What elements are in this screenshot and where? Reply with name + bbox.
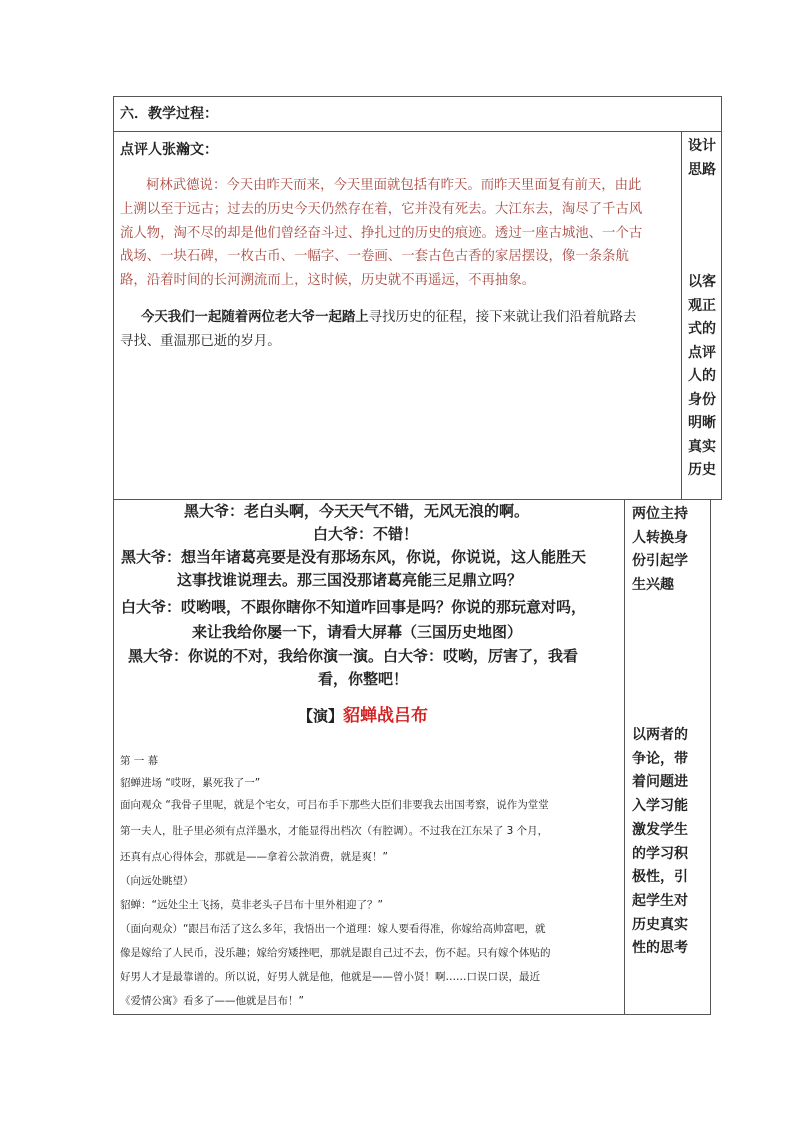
design-note-debate: 以两者的 争论，带 着问题进 入学习能 激发学生 的学习积 极性，引 起学生对 历史真实 性的思考 (632, 727, 688, 957)
intro-paragraph (120, 306, 636, 354)
section-heading-box (113, 96, 722, 132)
design-note-objective: 以客 观正 式的 点评 人的 身份 明晰 真实 历史 (688, 274, 716, 478)
dialogue-line: 白大爷：不错！ (313, 525, 419, 543)
script-line: （向远处眺望） (120, 875, 194, 887)
script-line: 还真有点心得体会，那就是——拿着公款消费，就是爽！” (120, 851, 388, 863)
intro-bold-text: 今天我们一起随着两位老大爷一起踏上 (141, 310, 369, 325)
commentary-box (113, 131, 682, 500)
dialogue-line: 这事找谁说理去。那三国没那诸葛亮能三足鼎立吗？ (177, 571, 523, 589)
dialogue-line: 黑大爷：老白头啊，今天天气不错，无风无浪的啊。 (184, 502, 530, 520)
dialogue-line: 来让我给你屡一下，请看大屏幕（三国历史地图） (192, 623, 523, 641)
script-line: 貂蝉进场 “哎呀，累死我了一” (120, 777, 261, 789)
quote-line: 柯林武德说：今天由昨天而来，今天里面就包括有昨天。而昨天里面复有前天，由此 (146, 178, 642, 193)
lower-notes-box (624, 499, 711, 1015)
quote-line: 路，沿着时间的长河溯流而上，这时候，历史就不再遥远，不再抽象。 (120, 273, 536, 289)
section-heading: 六．教学过程： (120, 106, 218, 122)
act-title: 貂蝉战吕布 (343, 706, 429, 726)
dialogue-line: 看，你整吧！ (318, 670, 409, 688)
script-line: 第 一 幕 (120, 755, 159, 767)
dialogue-line: 黑大爷：想当年诸葛亮要是没有那场东风，你说，你说说，这人能胜天 (121, 548, 587, 566)
dialogue-line: 黑大爷：你说的不对，我给你演一演。白大爷：哎哟，厉害了，我看 (128, 647, 579, 665)
act-bracket: 【演】 (298, 707, 344, 725)
quote-line: 战场、一块石碑，一枚古币、一幅字、一卷画、一套古色古香的家居摆设，像一条条航 (120, 249, 629, 265)
script-line: 《爱情公寓》看多了——他就是吕布！” (120, 995, 304, 1007)
dialogue-line: 白大爷：哎哟喂，不跟你瞎你不知道咋回事是吗？你说的那玩意对吗， (121, 598, 587, 616)
script-line: 面向观众 “我骨子里呢，就是个宅女，可吕布手下那些大臣们非要我去出国考察，说作为堂堂 (120, 799, 549, 811)
commenter-label: 点评人张瀚文： (120, 142, 218, 158)
quote-paragraph (120, 174, 642, 293)
design-note-hosts: 两位主持 人转换身 份引起学 生兴趣 (632, 506, 688, 594)
script-line: （面向观众）“跟吕布活了这么多年，我悟出一个道理：嫁人要看得准，你嫁给高帅富吧，就 (120, 923, 546, 935)
act-heading (298, 701, 428, 726)
quote-line: 上溯以至于远古；过去的历史今天仍然存在着，它并没有死去。大江东去，淘尽了千古风 (120, 201, 643, 217)
design-notes-box (681, 131, 722, 500)
script-line: 第一夫人，肚子里必须有点洋墨水，才能显得出档次（有腔调）。不过我在江东呆了 3 个月， (120, 825, 549, 837)
intro-text-line2: 寻找、重温那已逝的岁月。 (120, 333, 281, 349)
script-line: 好男人才是最靠谱的。所以说，好男人就是他，他就是——曾小贤！啊……口误口误，最近 (120, 971, 540, 983)
design-label: 设计 思路 (688, 138, 716, 178)
script-line: 貂蝉：“远处尘土飞扬，莫非老头子吕布十里外相迎了？” (120, 899, 383, 911)
quote-line: 流人物，淘不尽的却是他们曾经奋斗过、挣扎过的历史的痕迹。透过一座古城池、一个古 (120, 225, 643, 241)
intro-text: 寻找历史的征程，接下来就让我们沿着航路去 (368, 310, 637, 325)
script-line: 像是嫁给了人民币，没乐趣；嫁给穷矮挫吧，那就是跟自己过不去，伤不起。只有嫁个体贴的 (120, 947, 551, 959)
